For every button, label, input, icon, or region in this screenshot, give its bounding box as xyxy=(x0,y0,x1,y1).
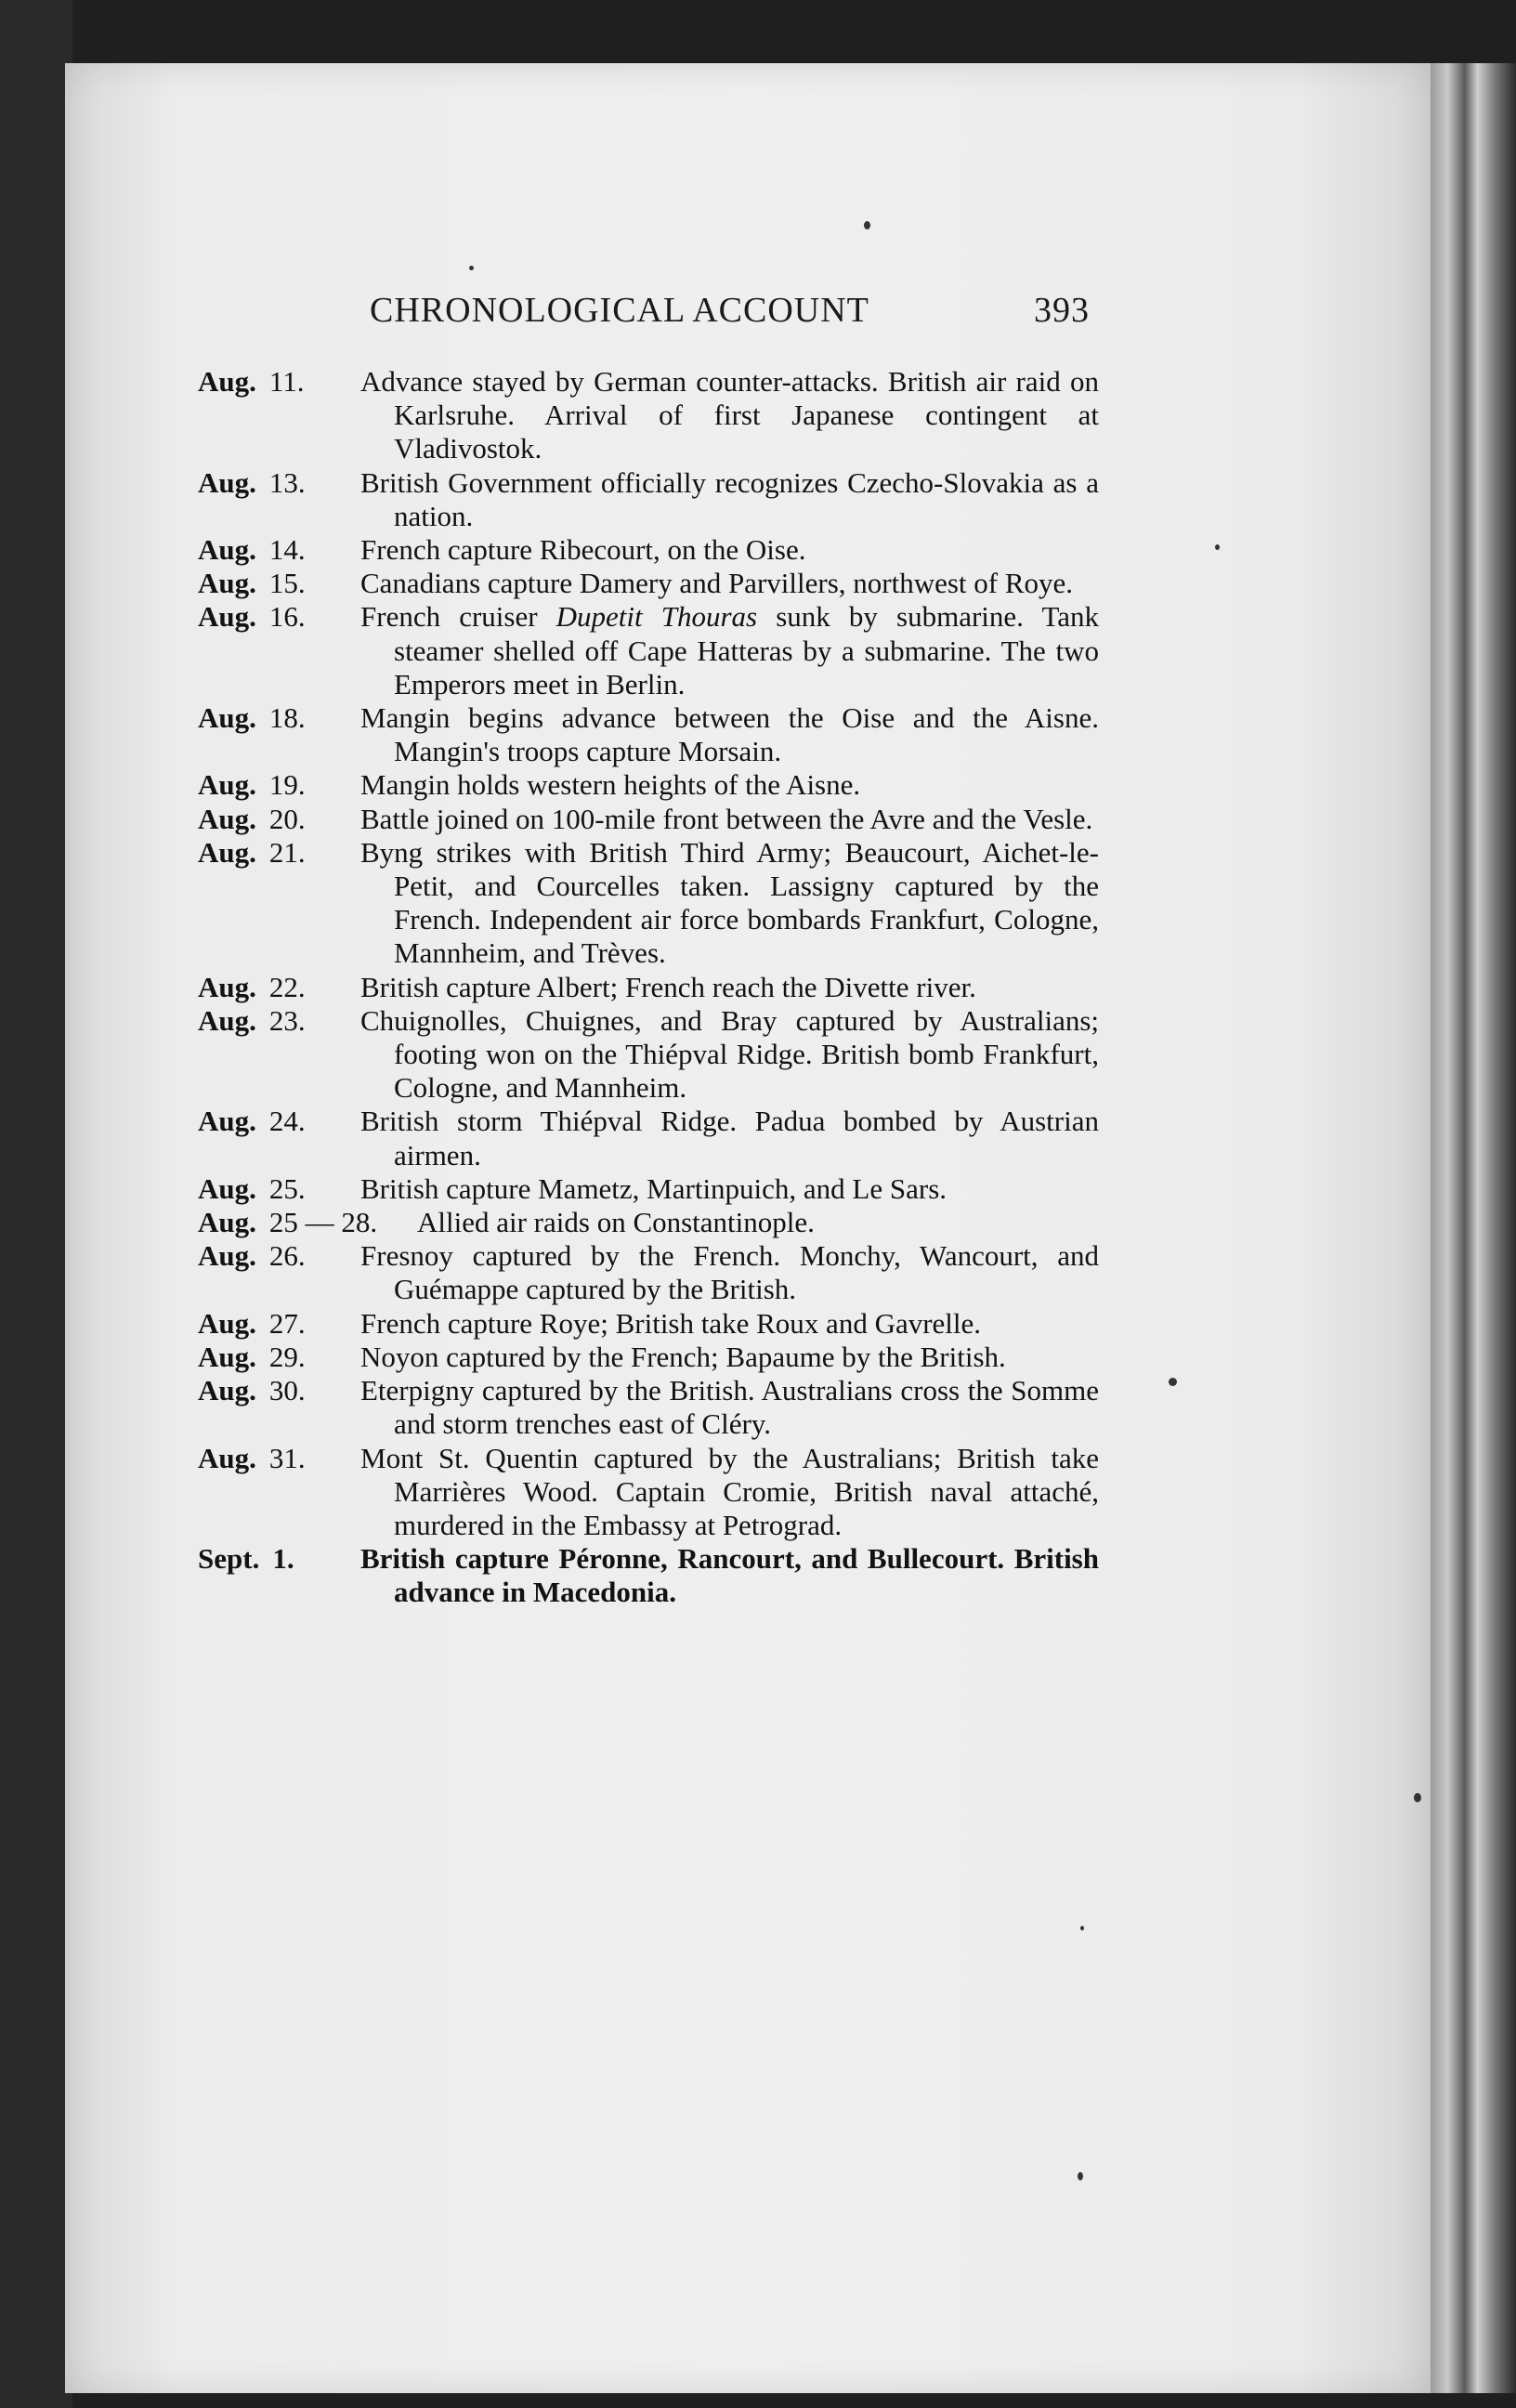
entry-date xyxy=(198,365,360,466)
entry-date xyxy=(198,1239,360,1306)
entry-date xyxy=(198,1542,360,1609)
entry-date xyxy=(198,1341,360,1374)
entry-day: 23. xyxy=(268,1003,306,1037)
chronology-entry xyxy=(198,701,1099,768)
entry-month: Aug. xyxy=(198,1340,256,1373)
entry-day: 25 — 28. xyxy=(268,1206,378,1239)
chronology-entry xyxy=(198,567,1099,600)
entry-day: 16. xyxy=(268,600,306,634)
entry-text: Mangin begins advance between the Oise and the Aisne. Mangin's troops capture Morsain. xyxy=(360,701,1099,768)
entry-month: Aug. xyxy=(198,465,256,499)
entry-month: Aug. xyxy=(198,1306,256,1340)
entry-date xyxy=(198,1105,360,1171)
entry-month: Aug. xyxy=(198,835,256,869)
chronology-entry xyxy=(198,600,1099,701)
entry-day: 21. xyxy=(268,835,306,869)
entry-text: Allied air raids on Constantinople. xyxy=(417,1206,815,1239)
entry-month: Aug. xyxy=(198,970,256,1003)
chronology-entry xyxy=(198,836,1099,971)
ink-speck xyxy=(469,266,474,270)
chronology-entry xyxy=(198,1239,1099,1306)
entry-day: 25. xyxy=(268,1171,306,1205)
chronology-entry xyxy=(198,1004,1099,1106)
entry-text: British Government officially recognizes Czecho-Slovakia as a nation. xyxy=(360,465,1099,532)
entry-month: Aug. xyxy=(198,600,256,634)
ink-speck xyxy=(1078,2172,1083,2180)
entry-day: 27. xyxy=(268,1306,306,1340)
chronology-entry xyxy=(198,1442,1099,1543)
chronology-entry xyxy=(198,768,1099,802)
entry-day: 11. xyxy=(268,365,305,398)
entry-date xyxy=(198,768,360,802)
entry-text: Fresnoy captured by the French. Monchy, Wancourt, and Guémappe captured by the British. xyxy=(360,1239,1099,1306)
entry-date xyxy=(198,1206,417,1239)
entry-date xyxy=(198,1442,360,1543)
ink-speck xyxy=(1414,1793,1421,1802)
ink-speck xyxy=(864,221,870,229)
chronology-entry xyxy=(198,1542,1099,1609)
entry-text: Canadians capture Damery and Parvillers, northwest of Roye. xyxy=(360,567,1074,600)
entry-month: Aug. xyxy=(198,1374,256,1407)
entry-date xyxy=(198,803,360,836)
entry-text: Battle joined on 100-mile front between the Avre and the Vesle. xyxy=(360,802,1093,835)
chronology-entry xyxy=(198,533,1099,567)
entry-month: Aug. xyxy=(198,701,256,735)
entry-date xyxy=(198,600,360,701)
chronology-entry xyxy=(198,1172,1099,1206)
entry-day: 30. xyxy=(268,1374,306,1407)
entry-month: Aug. xyxy=(198,1441,256,1474)
entry-text xyxy=(360,600,1099,701)
entry-date xyxy=(198,1374,360,1441)
entry-text: British storm Thiépval Ridge. Padua bombed by Austrian airmen. xyxy=(360,1105,1099,1171)
entry-day: 29. xyxy=(268,1340,306,1373)
entry-day: 15. xyxy=(268,567,306,600)
running-title: CHRONOLOGICAL ACCOUNT xyxy=(370,291,869,330)
entry-date xyxy=(198,1004,360,1106)
entry-day: 24. xyxy=(268,1105,306,1138)
ship-name: Dupetit Thouras xyxy=(555,600,758,634)
chronology-entry xyxy=(198,365,1099,466)
entry-day: 26. xyxy=(268,1239,306,1273)
ink-speck xyxy=(1215,544,1220,550)
entry-text-part: sunk by submarine. Tank steamer shelled off Cape Hatteras by a submarine. The two Emperors meet in Berlin. xyxy=(394,600,1099,700)
entry-month: Aug. xyxy=(198,1003,256,1037)
entry-text: French capture Ribecourt, on the Oise. xyxy=(360,533,806,567)
entry-month: Aug. xyxy=(198,768,256,802)
entry-day: 31. xyxy=(268,1441,306,1474)
chronology-entry xyxy=(198,466,1099,533)
entry-text-part: French cruiser xyxy=(360,600,556,634)
entry-month: Aug. xyxy=(198,1171,256,1205)
entry-month: Aug. xyxy=(198,802,256,835)
entry-date xyxy=(198,533,360,567)
entry-date xyxy=(198,567,360,600)
chronology-entry xyxy=(198,1307,1099,1341)
entry-date xyxy=(198,836,360,971)
entry-month: Aug. xyxy=(198,533,256,567)
entry-date xyxy=(198,971,360,1004)
entry-text: Noyon captured by the French; Bapaume by the British. xyxy=(360,1340,1006,1373)
ink-speck xyxy=(1080,1926,1084,1930)
entry-day: 18. xyxy=(268,701,306,735)
entry-day: 13. xyxy=(268,465,306,499)
entry-month: Aug. xyxy=(198,1206,256,1239)
chronology-entry xyxy=(198,803,1099,836)
entry-text: British capture Péronne, Rancourt, and Bullecourt. British advance in Macedonia. xyxy=(360,1542,1099,1609)
entry-date xyxy=(198,466,360,533)
entry-day: 14. xyxy=(268,533,306,567)
entry-text: Advance stayed by German counter-attacks. British air raid on Karlsruhe. Arrival of first Japanese contingent at Vladivostok. xyxy=(360,365,1099,465)
entry-text: Eterpigny captured by the British. Australians cross the Somme and storm trenches east of Cléry. xyxy=(360,1374,1099,1441)
chronology-entry xyxy=(198,1105,1099,1171)
entry-day: 22. xyxy=(268,970,306,1003)
entry-text: British capture Albert; French reach the Divette river. xyxy=(360,970,976,1003)
entry-text: Mangin holds western heights of the Aisne. xyxy=(360,768,861,802)
entry-text: Byng strikes with British Third Army; Beaucourt, Aichet-le-Petit, and Courcelles taken. Lassigny captured by the French. Independent air force bombards Frankfurt, Cologne, Mannheim, and Trèves. xyxy=(360,835,1099,970)
entry-month: Sept. xyxy=(198,1542,260,1576)
chronology-list xyxy=(198,365,1099,1610)
entry-text: French capture Roye; British take Roux and Gavrelle. xyxy=(360,1306,982,1340)
page-number: 393 xyxy=(1034,291,1090,330)
ink-speck xyxy=(1169,1378,1177,1386)
entry-month: Aug. xyxy=(198,1239,256,1273)
chronology-entry xyxy=(198,1206,1099,1239)
entry-date xyxy=(198,1307,360,1341)
chronology-entry xyxy=(198,971,1099,1004)
entry-text: British capture Mametz, Martinpuich, and Le Sars. xyxy=(360,1171,948,1205)
entry-day: 20. xyxy=(268,802,306,835)
page-stack-edge xyxy=(1431,63,1516,2393)
entry-text: Mont St. Quentin captured by the Australians; British take Marrières Wood. Captain Cromie, British naval attaché, murdered in the Embassy at Petrograd. xyxy=(360,1441,1099,1541)
entry-day: 1. xyxy=(272,1542,294,1576)
entry-day: 19. xyxy=(268,768,306,802)
entry-month: Aug. xyxy=(198,1105,256,1138)
entry-month: Aug. xyxy=(198,365,256,398)
entry-month: Aug. xyxy=(198,567,256,600)
scan-frame-left xyxy=(0,0,72,2408)
entry-date xyxy=(198,701,360,768)
entry-text: Chuignolles, Chuignes, and Bray captured by Australians; footing won on the Thiépval Ridge. British bomb Frankfurt, Cologne, and Mannheim. xyxy=(360,1003,1099,1105)
entry-date xyxy=(198,1172,360,1206)
chronology-entry xyxy=(198,1374,1099,1441)
chronology-entry xyxy=(198,1341,1099,1374)
